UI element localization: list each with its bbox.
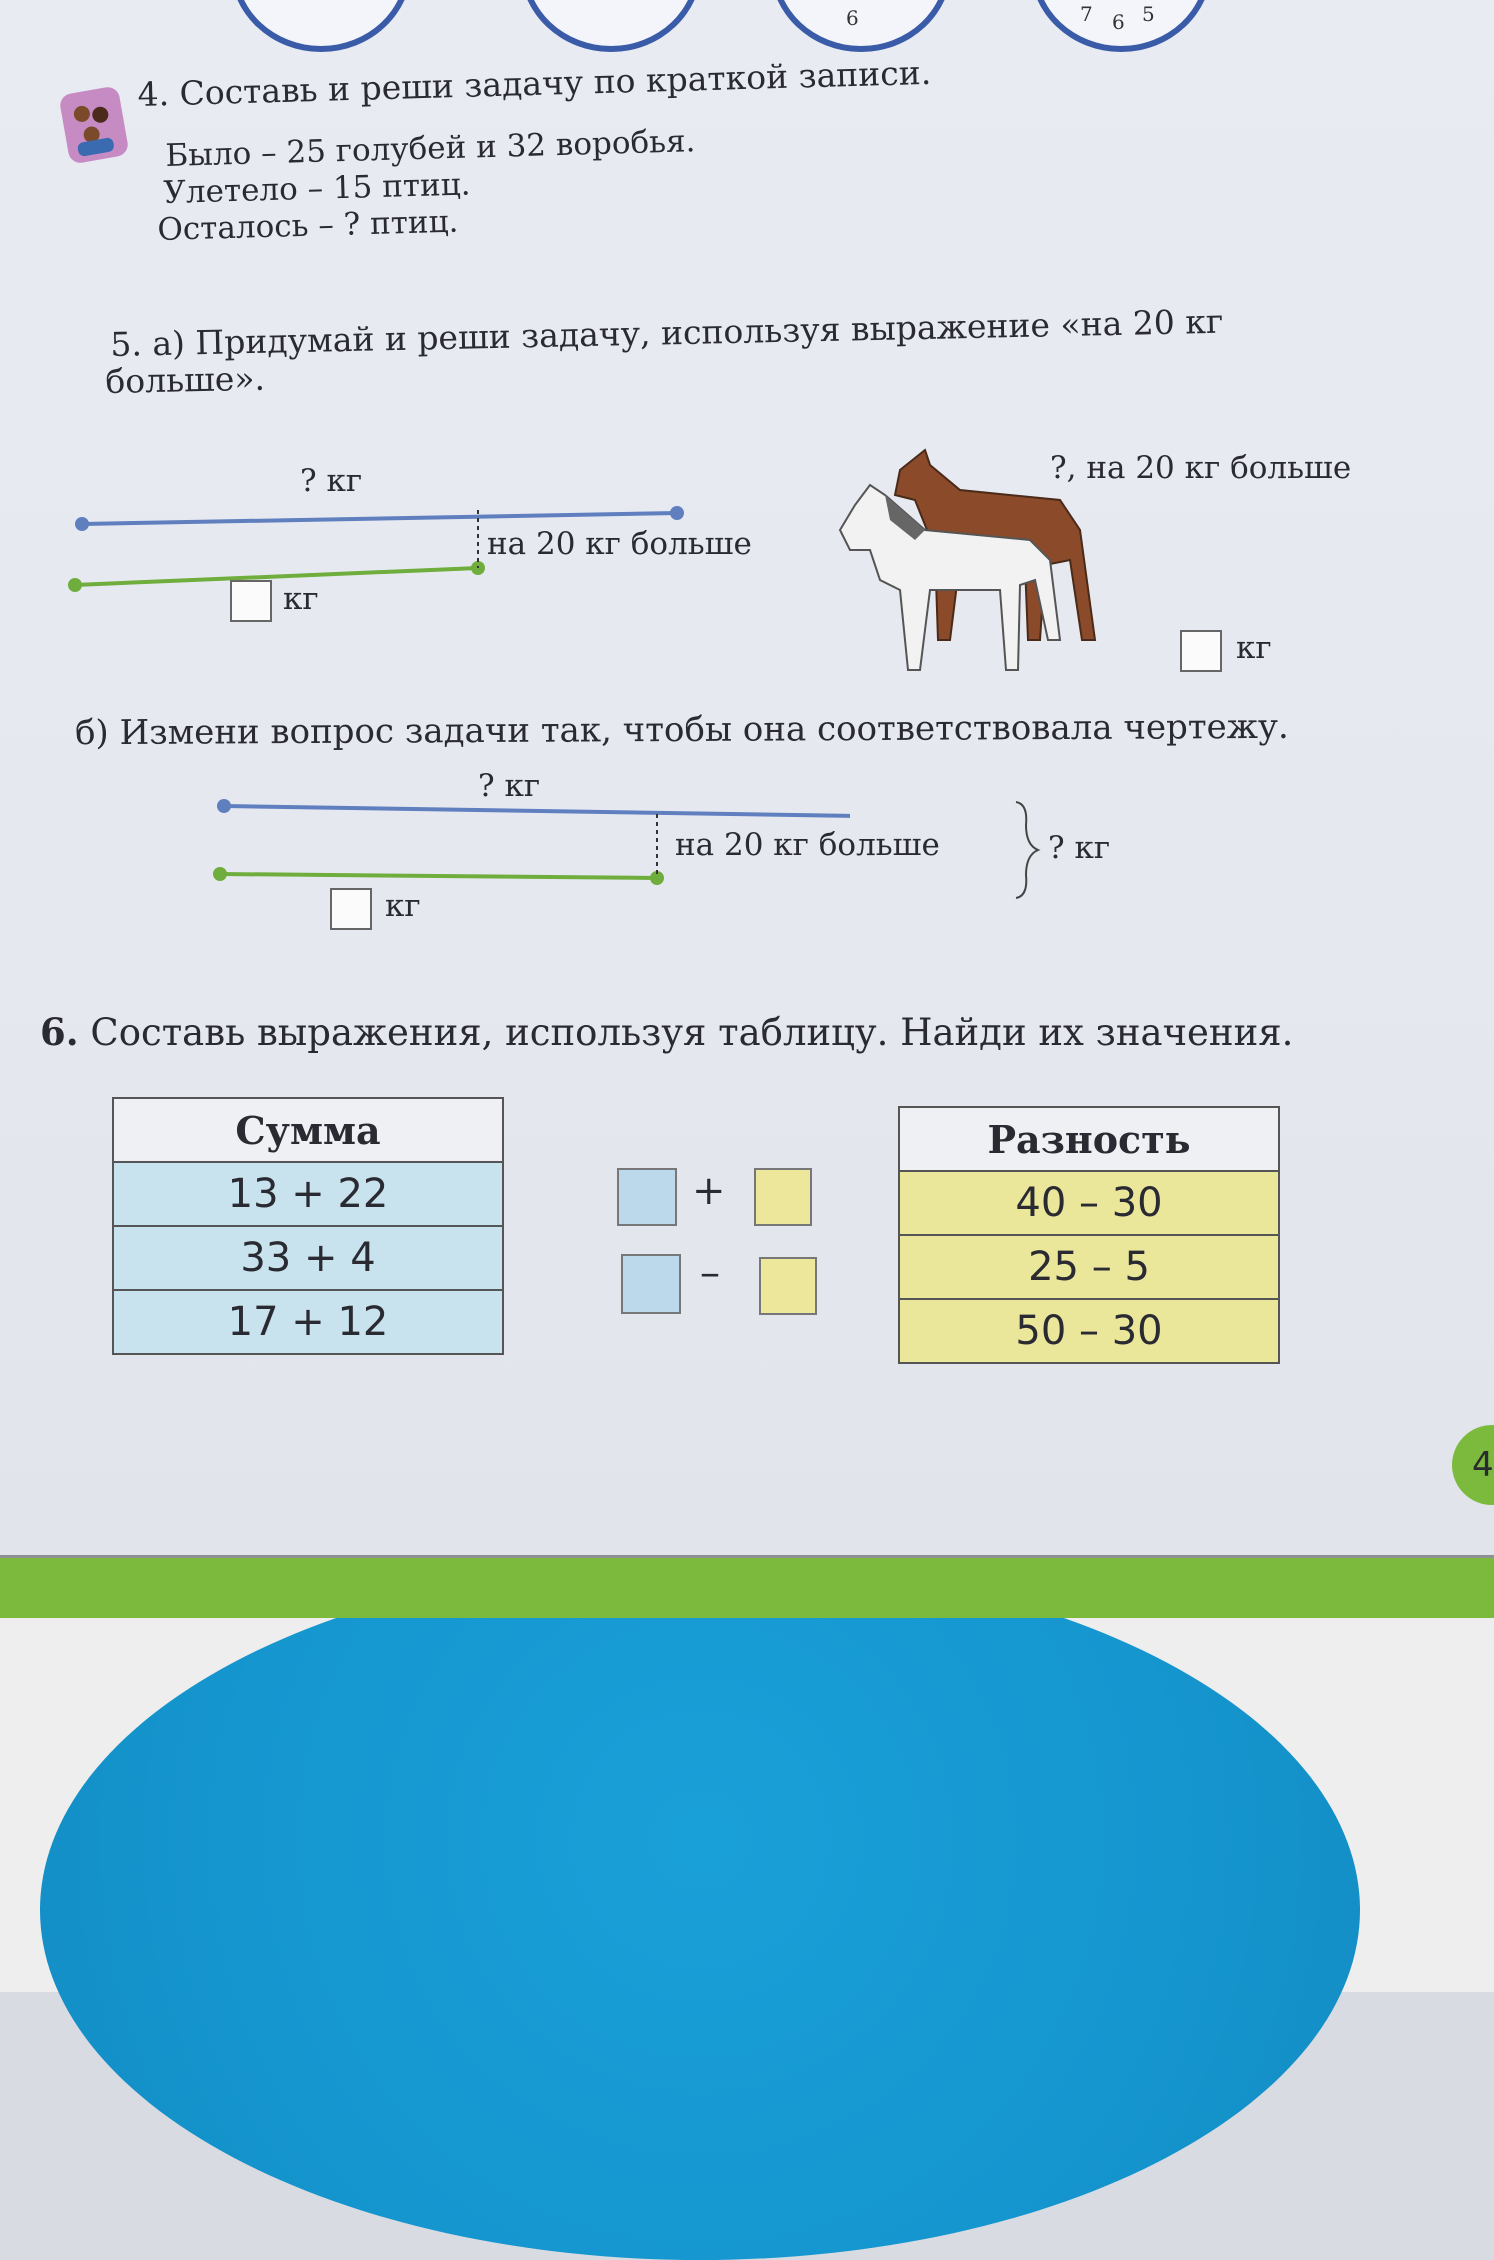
brace-icon — [1012, 800, 1042, 900]
clock-1 — [230, 0, 412, 52]
diff-operand-box[interactable] — [759, 1257, 817, 1315]
exercise-number: 5. — [110, 324, 143, 364]
sum-operand-box[interactable] — [621, 1254, 681, 1314]
exercise-5a-text-cont: больше». — [105, 358, 266, 401]
table-cell: 33 + 4 — [113, 1226, 503, 1290]
table-cell: 13 + 22 — [113, 1162, 503, 1226]
exercise-5a-text: а) Придумай и реши задачу, используя выражение «на 20 кг — [151, 301, 1224, 364]
page-green-band — [0, 1558, 1494, 1618]
page-number: 4 — [1472, 1445, 1494, 1485]
exercise-title: Составь и реши задачу по краткой записи. — [178, 52, 932, 113]
diagram-b-brace-label: ? кг — [1048, 830, 1111, 866]
answer-box[interactable] — [230, 580, 272, 622]
sum-table — [112, 1097, 504, 1355]
answer-box[interactable] — [1180, 630, 1222, 672]
diff-table-header: Разность — [899, 1107, 1279, 1171]
diagram-b-unit: кг — [385, 888, 421, 924]
exercise-4-line: Было – 25 голубей и 32 воробья. — [165, 123, 696, 174]
table-cell: 40 – 30 — [899, 1171, 1279, 1235]
horse-unit: кг — [1236, 630, 1272, 666]
exercise-5b-text: б) Измени вопрос задачи так, чтобы она соответствовала чертежу. — [74, 706, 1289, 754]
table-cell: 17 + 12 — [113, 1290, 503, 1354]
diagram-b-middle-label: на 20 кг больше — [675, 827, 940, 863]
exercise-4-line: Осталось – ? птиц. — [157, 203, 459, 248]
exercise-6-heading — [40, 1010, 1293, 1054]
plus-sign: + — [692, 1168, 726, 1214]
clock-number: 7 — [1080, 2, 1093, 26]
answer-box[interactable] — [330, 888, 372, 930]
clock-2 — [520, 0, 702, 52]
exercise-number: 4. — [137, 74, 170, 114]
group-work-icon — [58, 85, 129, 164]
horse-question-label: ?, на 20 кг больше — [1050, 450, 1352, 486]
diagram-b-top-label: ? кг — [478, 768, 541, 804]
diff-operand-box[interactable] — [754, 1168, 812, 1226]
rug-blue-pattern — [40, 1560, 1360, 2260]
clock-number: 6 — [846, 6, 859, 30]
exercise-title: Составь выражения, используя таблицу. Найди их значения. — [90, 1011, 1294, 1054]
diagram-a-middle-label: на 20 кг больше — [487, 526, 752, 562]
minus-sign: – — [700, 1250, 720, 1296]
difference-table — [898, 1106, 1280, 1364]
page-number-badge — [1452, 1425, 1494, 1505]
clock-number: 5 — [1142, 2, 1155, 26]
exercise-5-heading — [110, 302, 1224, 364]
sum-operand-box[interactable] — [617, 1168, 677, 1226]
clock-3 — [770, 0, 952, 52]
clock-4 — [1030, 0, 1212, 52]
diagram-a-unit: кг — [283, 581, 319, 617]
exercise-4-line: Улетело – 15 птиц. — [163, 166, 471, 211]
exercise-4-heading — [137, 53, 932, 114]
exercise-number: 6. — [40, 1010, 79, 1054]
table-cell: 25 – 5 — [899, 1235, 1279, 1299]
sum-table-header: Сумма — [113, 1098, 503, 1162]
table-cell: 50 – 30 — [899, 1299, 1279, 1363]
diagram-a-top-label: ? кг — [300, 463, 363, 499]
clock-number: 6 — [1112, 10, 1125, 34]
